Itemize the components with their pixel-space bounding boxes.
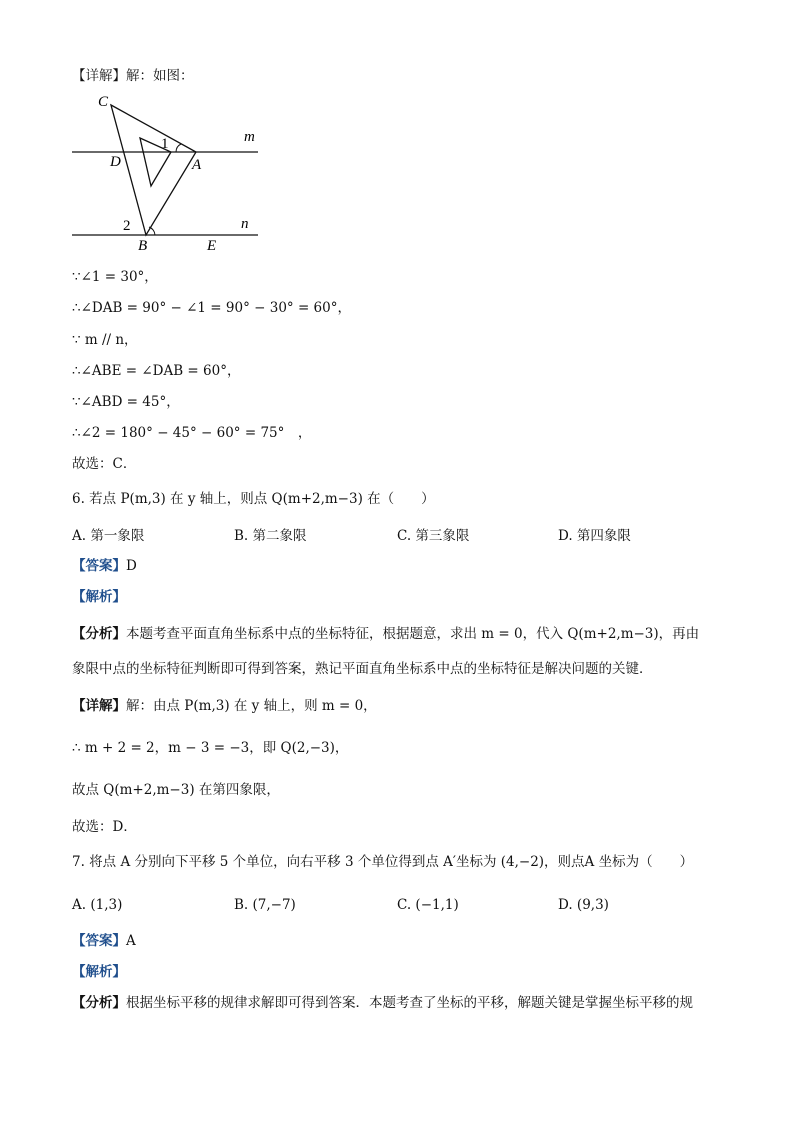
q6-option-b: B. 第二象限	[234, 528, 307, 544]
label-E: E	[207, 238, 217, 254]
q6-detail-text1: 解：由点 P(m,3) 在 y 轴上，则 m = 0，	[126, 698, 377, 714]
q7-answer-value: A	[126, 933, 136, 949]
step-2: ∴∠DAB = 90° − ∠1 = 90° − 30° = 60°，	[72, 300, 351, 316]
q7-stem: 7. 将点 A 分别向下平移 5 个单位，向右平移 3 个单位得到点 A′坐标为 (4,−2)，则点A 坐标为（ ）	[72, 854, 694, 870]
q6-detail-line4: 故选：D．	[72, 819, 137, 835]
q6-answer-label: 【答案】	[72, 558, 126, 574]
q7-analysis-label: 【解析】	[72, 964, 126, 980]
label-C: C	[98, 94, 109, 110]
q6-detail-line3: 故点 Q(m+2,m−3) 在第四象限，	[72, 782, 280, 798]
q6-fenxi-line1	[72, 625, 699, 643]
q6-fenxi-label: 【分析】	[72, 626, 126, 642]
detail-heading: 【详解】解：如图：	[72, 68, 194, 84]
q7-answer-row	[72, 932, 136, 950]
q7-option-c: C. (−1,1)	[397, 897, 459, 913]
q6-analysis-label: 【解析】	[72, 589, 126, 605]
label-angle-1: 1	[161, 136, 169, 152]
q7-option-b: B. (7,−7)	[234, 897, 296, 913]
step-conclusion: 故选：C．	[72, 456, 137, 472]
label-A: A	[192, 157, 202, 173]
q6-detail-label: 【详解】	[72, 698, 126, 714]
label-m: m	[244, 129, 255, 145]
q7-fenxi-label: 【分析】	[72, 995, 126, 1011]
q6-detail-line1	[72, 697, 377, 715]
q6-option-c: C. 第三象限	[397, 528, 470, 544]
step-5: ∵∠ABD = 45°，	[72, 394, 180, 410]
q6-option-a: A. 第一象限	[72, 528, 145, 544]
angle-1-arc	[176, 144, 181, 152]
q7-fenxi-line1	[72, 994, 693, 1012]
q6-answer-row	[72, 557, 137, 575]
q7-answer-label: 【答案】	[72, 933, 126, 949]
step-1: ∵∠1 = 30°，	[72, 269, 158, 285]
step-3: ∵ m // n，	[72, 332, 138, 348]
q6-option-d: D. 第四象限	[558, 528, 631, 544]
q7-option-d: D. (9,3)	[558, 897, 609, 913]
step-6: ∴∠2 = 180° − 45° − 60° = 75° ，	[72, 425, 312, 441]
label-n: n	[241, 216, 249, 232]
q7-option-a: A. (1,3)	[72, 897, 123, 913]
geometry-figure	[60, 90, 280, 260]
label-D: D	[110, 154, 121, 170]
q6-answer-value: D	[126, 558, 137, 574]
q6-fenxi-text1: 本题考查平面直角坐标系中点的坐标特征，根据题意，求出 m = 0，代入 Q(m+2,m−3)，再由	[126, 626, 700, 642]
q6-detail-line2: ∴ m + 2 = 2，m − 3 = −3，即 Q(2,−3)，	[72, 740, 349, 756]
label-angle-2: 2	[123, 218, 131, 234]
q6-stem: 6. 若点 P(m,3) 在 y 轴上，则点 Q(m+2,m−3) 在（ ）	[72, 491, 435, 507]
label-B: B	[138, 238, 148, 254]
q7-fenxi-text1: 根据坐标平移的规律求解即可得到答案．本题考查了坐标的平移，解题关键是掌握坐标平移的规	[126, 995, 693, 1011]
step-4: ∴∠ABE = ∠DAB = 60°，	[72, 363, 241, 379]
q6-fenxi-line2: 象限中点的坐标特征判断即可得到答案，熟记平面直角坐标系中点的坐标特征是解决问题的关键．	[72, 661, 653, 677]
triangle-outer	[111, 105, 196, 235]
